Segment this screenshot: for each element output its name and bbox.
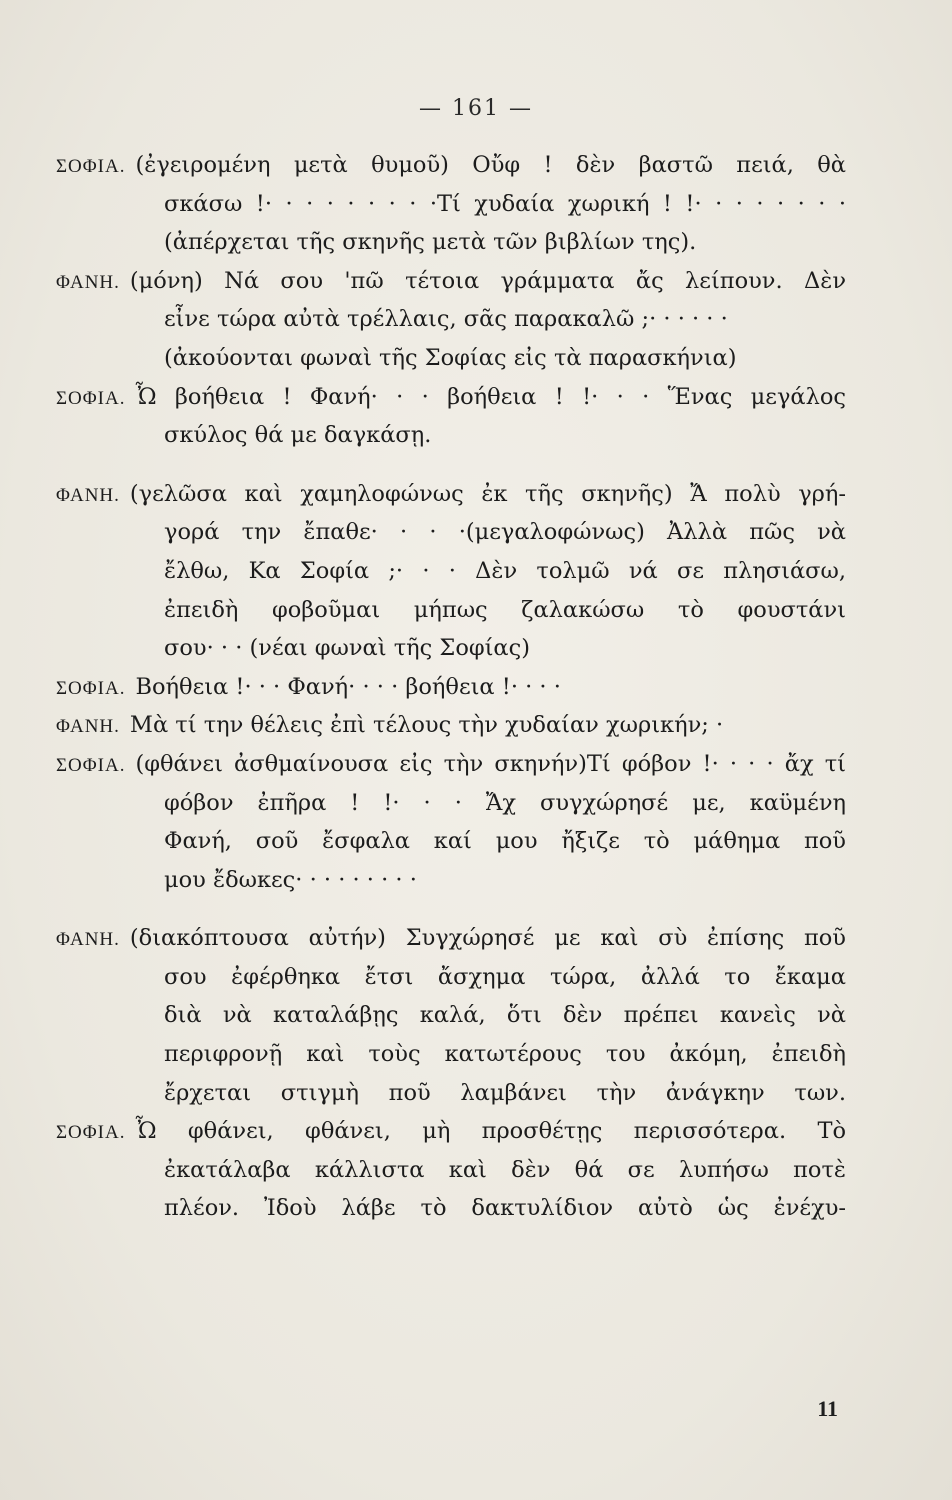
speaker-name: ΦΑΝΗ. xyxy=(56,929,120,951)
speaker-name: ΦΑΝΗ. xyxy=(56,716,120,738)
speech-line: σου ἐφέρθηκα ἔτσι ἄσχημα τώρα, ἀλλά το ἔκαμα xyxy=(164,963,846,990)
speech-line xyxy=(56,378,846,417)
speech-line xyxy=(56,706,846,745)
speech-line xyxy=(56,146,846,185)
speech-fani-3 xyxy=(56,706,846,745)
speech-line: φόβον ἐπῆρα ! !· · · Ἄχ συγχώρησέ με, καϋμένη xyxy=(164,789,846,816)
speaker-name: ΣΟΦΙΑ. xyxy=(56,1122,126,1144)
speaker-name: ΣΟΦΙΑ. xyxy=(56,754,126,776)
speech-fani-1 xyxy=(56,262,846,378)
speech-line xyxy=(56,745,846,784)
line-text: Ὦ βοήθεια ! Φανή· · · βοήθεια ! !· · · Ἕνας μεγάλος xyxy=(135,383,846,410)
line-text: Μὰ τί την θέλεις ἐπὶ τέλους τὴν χυδαίαν χωρικήν; · xyxy=(129,712,724,739)
speech-line: περιφρονῇ καὶ τοὺς κατωτέρους του ἀκόμη, ἐπειδὴ xyxy=(164,1041,846,1068)
speaker-name: ΣΟΦΙΑ. xyxy=(56,156,126,177)
signature-mark: 11 xyxy=(817,1396,838,1421)
speech-line: διὰ νὰ καταλάβῃς καλά, ὅτι δὲν πρέπει κανεὶς νὰ xyxy=(164,1002,846,1029)
speech-line xyxy=(56,475,846,514)
speech-line: πλέον. Ἰδοὺ λάβε τὸ δακτυλίδιον αὐτὸ ὡς ἐνέχυ- xyxy=(164,1195,846,1222)
speech-sofia-2 xyxy=(56,378,846,455)
speech-line: (ἀπέρχεται τῆς σκηνῆς μετὰ τῶν βιβλίων της). xyxy=(164,229,697,256)
speech-line: ἐπειδὴ φοβοῦμαι μήπως ζαλακώσω τὸ φουστάνι xyxy=(164,596,846,623)
speech-fani-2 xyxy=(56,475,846,668)
speech-sofia-4 xyxy=(56,745,846,899)
speech-sofia-5 xyxy=(56,1112,846,1228)
line-text: Βοήθεια !· · · Φανή· · · · βοήθεια !· · · · xyxy=(135,673,561,700)
speech-line xyxy=(56,919,846,958)
page-number: — 161 — xyxy=(419,96,533,121)
line-text: (διακόπτουσα αὐτήν) Συγχώρησέ με καὶ σὺ ἐπίσης ποῦ xyxy=(129,925,846,952)
speech-line xyxy=(56,668,846,707)
speech-line: ἔρχεται στιγμὴ ποῦ λαμβάνει τὴν ἀνάγκην των. xyxy=(164,1079,846,1106)
speech-line: εἶνε τώρα αὐτὰ τρέλλαις, σᾶς παρακαλῶ ;· · · · · · xyxy=(164,306,728,333)
spacer xyxy=(56,455,846,475)
speech-line: Φανή, σοῦ ἔσφαλα καί μου ἤξιζε τὸ μάθημα ποῦ xyxy=(164,828,846,855)
speech-line: σκάσω !· · · · · · · · ·Τί χυδαία χωρική ! !· · · · · · · · xyxy=(164,190,846,217)
speech-line xyxy=(56,1112,846,1151)
speech-line: (ἀκούονται φωναὶ τῆς Σοφίας εἰς τὰ παρασκήνια) xyxy=(164,344,737,371)
line-text: (φθάνει ἀσθμαίνουσα εἰς τὴν σκηνήν)Τί φόβον !· · · · ἄχ τί xyxy=(135,750,846,777)
speaker-name: ΣΟΦΙΑ. xyxy=(56,677,126,699)
line-text: (μόνη) Νά σου 'πῶ τέτοια γράμματα ἄς λείπουν. Δὲν xyxy=(129,267,846,294)
speech-line: μου ἔδωκες· · · · · · · · · xyxy=(164,866,417,893)
speaker-name: ΦΑΝΗ. xyxy=(56,484,120,506)
speech-sofia-3 xyxy=(56,668,846,707)
speech-line xyxy=(56,262,846,301)
speaker-name: ΣΟΦΙΑ. xyxy=(56,387,126,409)
speech-line: σκύλος θά με δαγκάσῃ. xyxy=(164,422,432,449)
speech-line: ἔλθω, Κα Σοφία ;· · · Δὲν τολμῶ νά σε πλησιάσω, xyxy=(164,557,846,584)
speaker-name: ΦΑΝΗ. xyxy=(56,271,120,293)
spacer xyxy=(56,899,846,919)
dialogue-text xyxy=(56,146,846,1228)
speech-fani-4 xyxy=(56,919,846,1112)
speech-line: σου· · · (νέαι φωναὶ τῆς Σοφίας) xyxy=(164,635,531,662)
speech-sofia-1 xyxy=(56,146,846,262)
speech-line: γορά την ἔπαθε· · · ·(μεγαλοφώνως) Ἀλλὰ πῶς νὰ xyxy=(164,519,846,546)
line-text: (ἐγειρομένη μετὰ θυμοῦ) Οὔφ ! δὲν βαστῶ πειά, θὰ xyxy=(135,152,846,178)
speech-line: ἐκατάλαβα κάλλιστα καὶ δὲν θά σε λυπήσω ποτὲ xyxy=(164,1156,846,1183)
line-text: (γελῶσα καὶ χαμηλοφώνως ἐκ τῆς σκηνῆς) Ἄ πολὺ γρή- xyxy=(129,480,846,507)
line-text: Ὦ φθάνει, φθάνει, μὴ προσθέτῃς περισσότερα. Τὸ xyxy=(135,1118,846,1145)
